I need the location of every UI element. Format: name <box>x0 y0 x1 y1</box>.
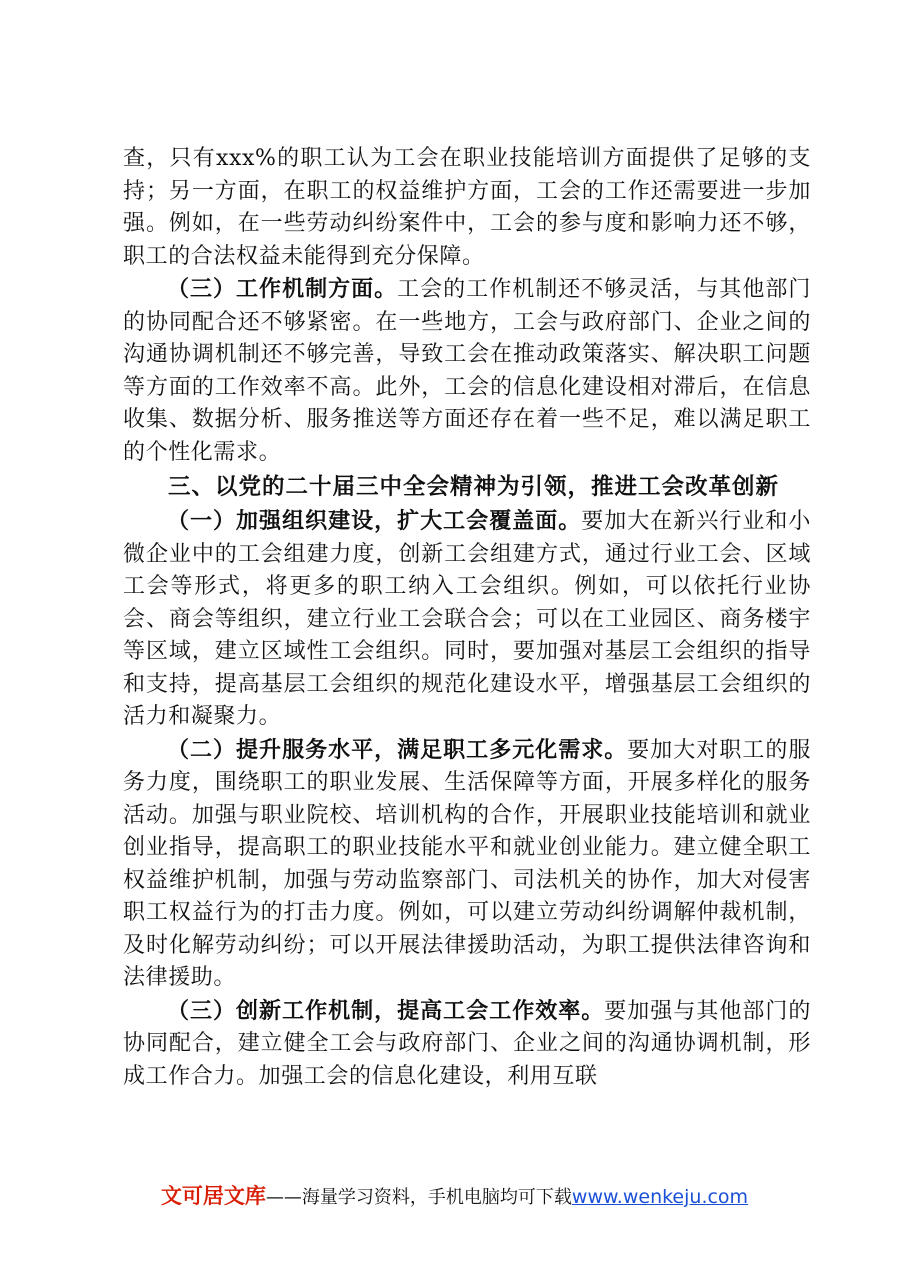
section-heading: 三、以党的二十届三中全会精神为引领，推进工会改革创新 <box>168 474 780 500</box>
paragraph-lead: （一）加强组织建设，扩大工会覆盖面。 <box>167 508 582 534</box>
paragraph-work-mechanism <box>123 273 811 469</box>
footer-slogan: ——海量学习资料，手机电脑均可下载 <box>265 1187 572 1208</box>
paragraph-text: 要加大对职工的服务力度，围绕职工的职业发展、生活保障等方面，开展多样化的服务活动。加强与职业院校、培训机构的合作，开展职业技能培训和就业创业指导，提高职工的职业技能水平和就业创业能力。建立健全职工权益维护机制，加强与劳动监察部门、司法机关的协作，加大对侵害职工权益行为的打击力度。例如，可以建立劳动纠纷调解仲裁机制，及时化解劳动纠纷；可以开展法律援助活动，为职工提供法律咨询和法律援助。 <box>123 737 811 990</box>
footer-site-link[interactable]: www.wenkeju.com <box>571 1186 749 1208</box>
paragraph-lead: （三）工作机制方面。 <box>167 276 398 302</box>
paragraph-service-level <box>123 734 811 995</box>
paragraph-lead: （二）提升服务水平，满足职工多元化需求。 <box>167 736 628 763</box>
paragraph-text: 工会的工作机制还不够灵活，与其他部门的协同配合还不够紧密。在一些地方，工会与政府部门、企业之间的沟通协调机制还不够完善，导致工会在推动政策落实、解决职工问题等方面的工作效率不高。此外，工会的信息化建设相对滞后，在信息收集、数据分析、服务推送等方面还存在着一些不足，难以满足职工的个性化需求。 <box>123 277 811 465</box>
paragraph-organization-building <box>123 505 811 734</box>
paragraph-text: 要加强与其他部门的协同配合，建立健全工会与政府部门、企业之间的沟通协调机制，形成工作合力。加强工会的信息化建设，利用互联 <box>123 998 811 1089</box>
footer-brand: 文可居文库 <box>160 1184 266 1208</box>
footer-banner <box>0 1181 909 1213</box>
paragraph-text: 查，只有xxx%的职工认为工会在职业技能培训方面提供了足够的支持；另一方面，在职工的权益维护方面，工会的工作还需要进一步加强。例如，在一些劳动纠纷案件中，工会的参与度和影响力还不够，职工的合法权益未能得到充分保障。 <box>123 146 811 269</box>
paragraph-lead: （三）创新工作机制，提高工会工作效率。 <box>167 997 605 1024</box>
paragraph-survey-continued <box>123 143 811 273</box>
paragraph-text: 要加大在新兴行业和小微企业中的工会组建力度，创新工会组建方式，通过行业工会、区域工会等形式，将更多的职工纳入工会组织。例如，可以依托行业协会、商会等组织，建立行业工会联合会；可以在工业园区、商务楼宇等区域，建立区域性工会组织。同时，要加强对基层工会组织的指导和支持，提高基层工会组织的规范化建设水平，增强基层工会组织的活力和凝聚力。 <box>123 509 811 729</box>
document-body <box>123 143 811 1093</box>
paragraph-work-innovation <box>123 995 811 1094</box>
